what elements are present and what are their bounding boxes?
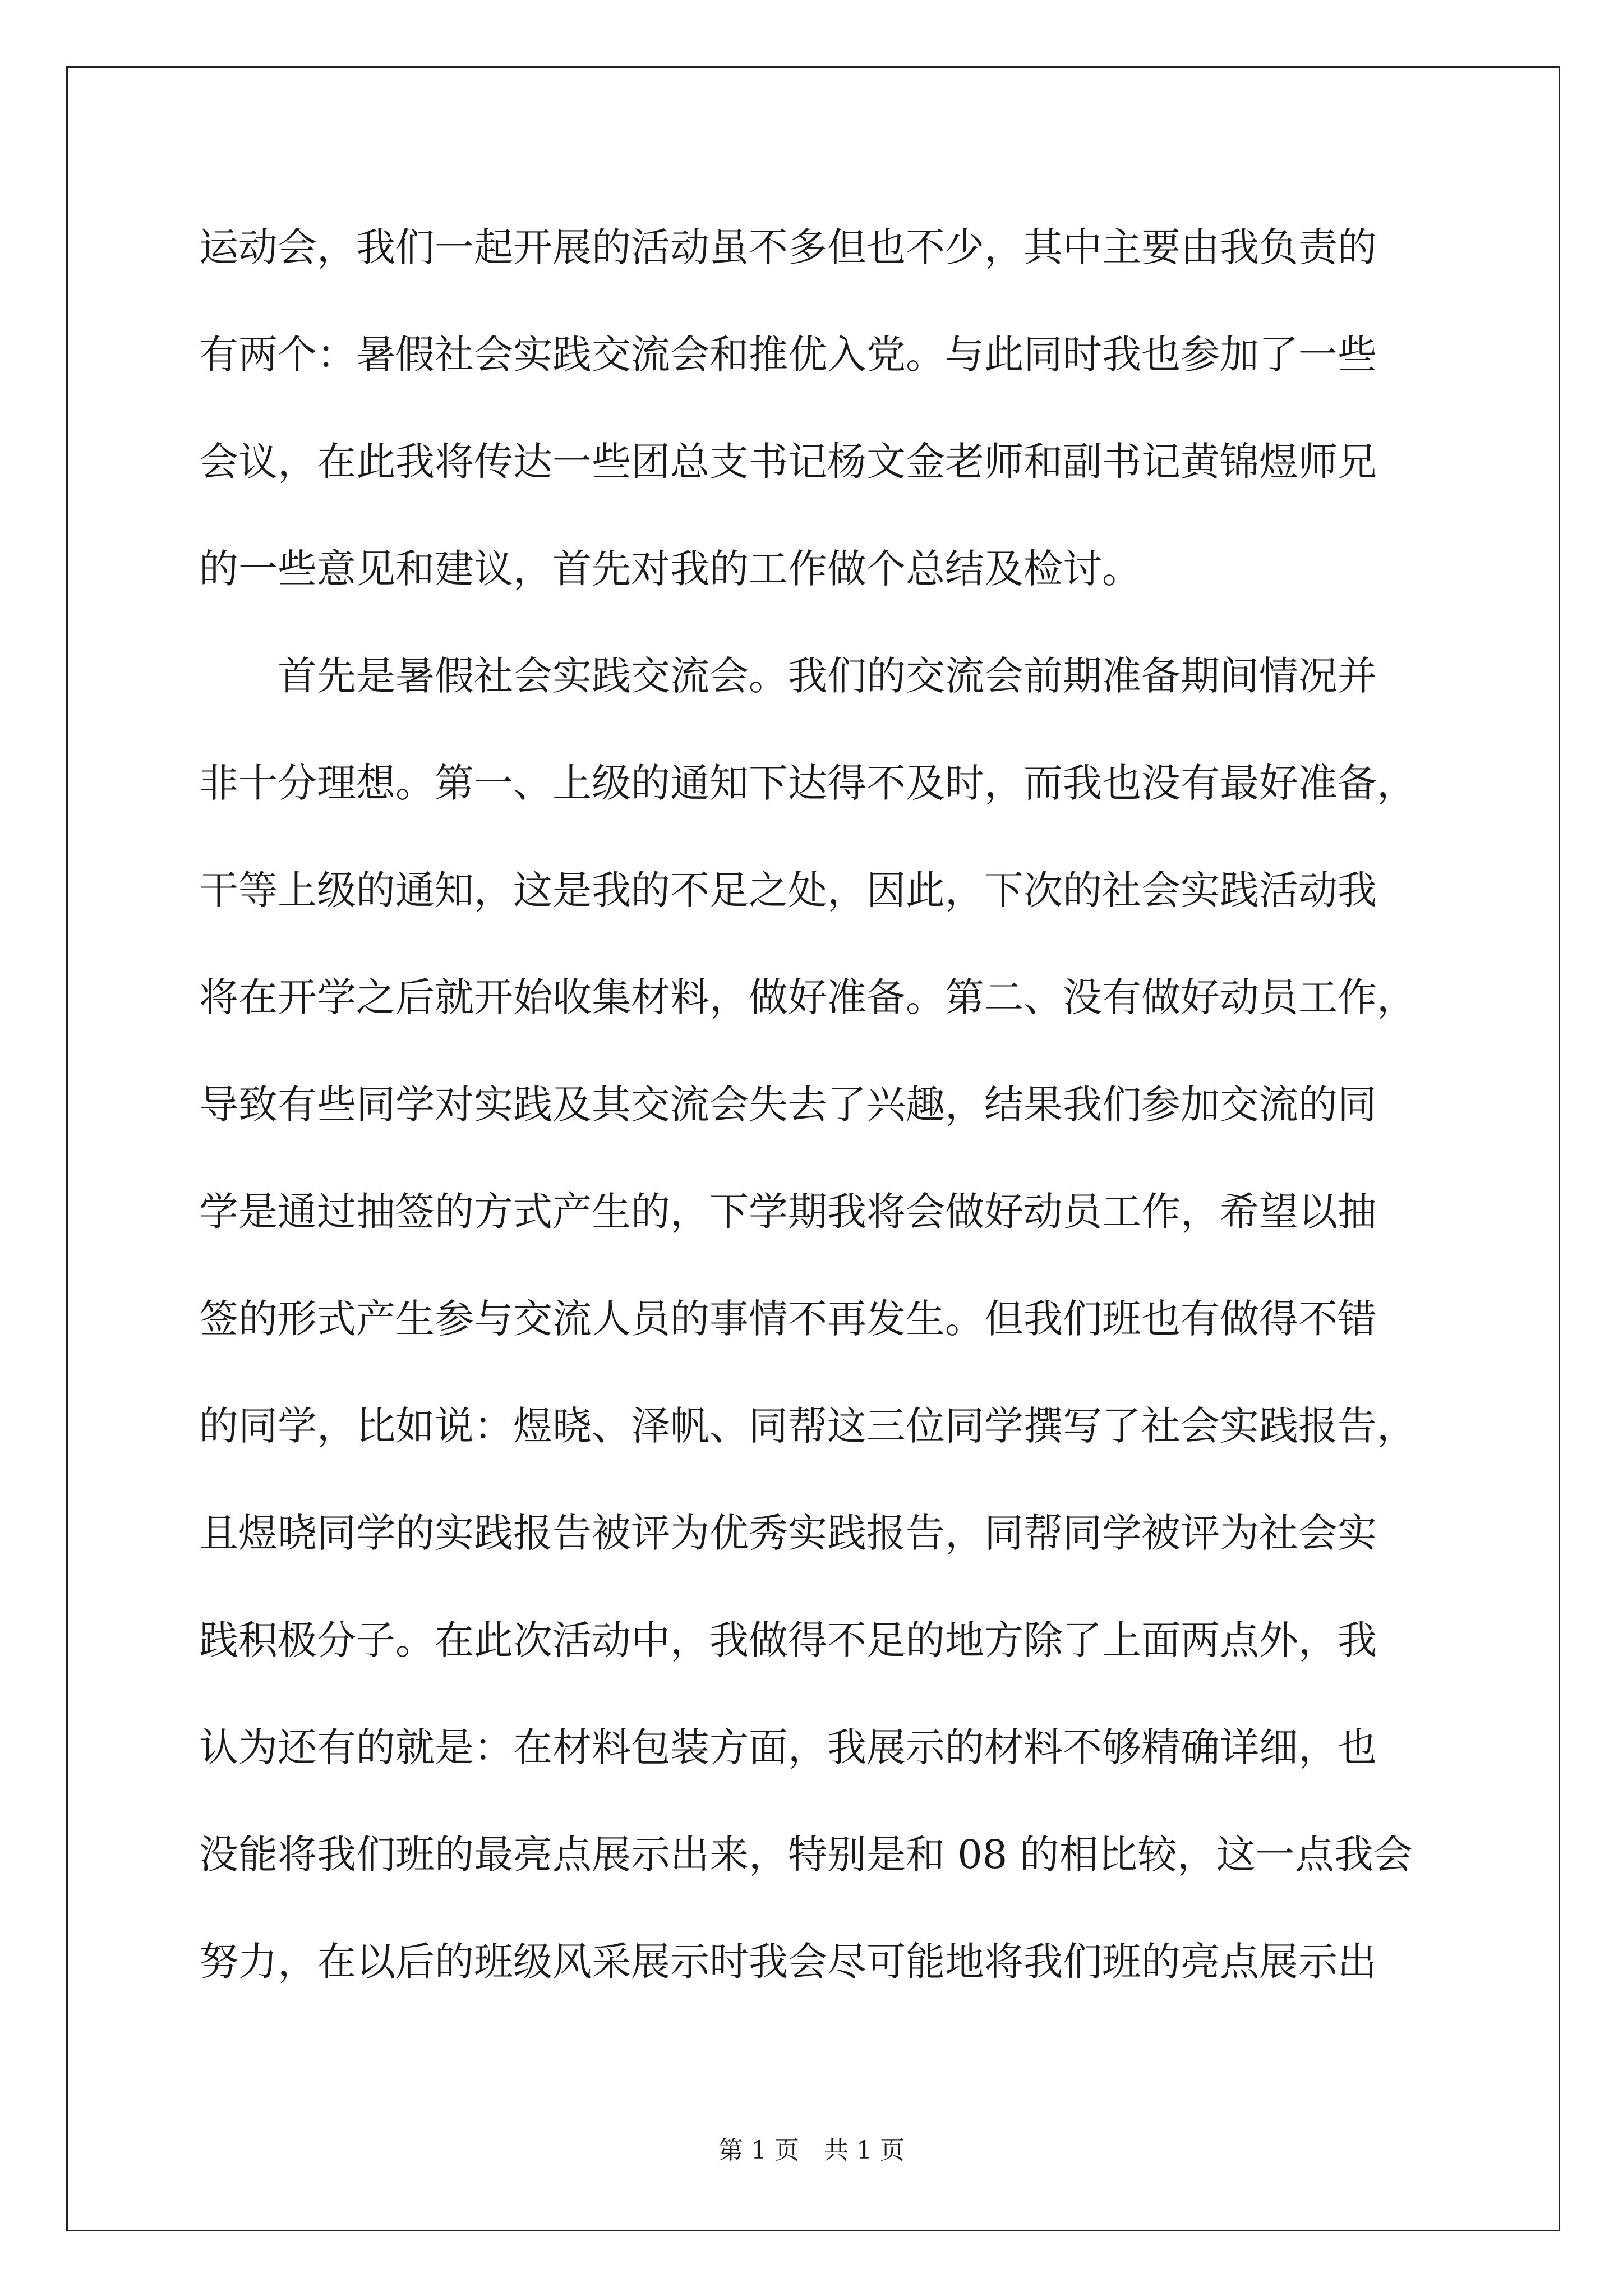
document-body	[199, 216, 1427, 2037]
text-line: 首先是暑假社会实践交流会。我们的交流会前期准备期间情况并	[199, 653, 1377, 699]
text-line: 且煜晓同学的实践报告被评为优秀实践报告，同帮同学被评为社会实	[199, 1510, 1377, 1556]
text-line: 干等上级的通知，这是我的不足之处，因此，下次的社会实践活动我	[199, 867, 1377, 913]
text-line: 运动会，我们一起开展的活动虽不多但也不少，其中主要由我负责的	[199, 224, 1377, 270]
text-line: 的一些意见和建议，首先对我的工作做个总结及检讨。	[199, 546, 1141, 592]
text-line: 会议，在此我将传达一些团总支书记杨文金老师和副书记黄锦煜师兄	[199, 439, 1377, 485]
text-line: 没能将我们班的最亮点展示出来，特别是和 08 的相比较，这一点我会	[199, 1832, 1413, 1878]
text-line: 的同学，比如说：煜晓、泽帆、同帮这三位同学撰写了社会实践报告，	[199, 1403, 1416, 1449]
text-line: 学是通过抽签的方式产生的，下学期我将会做好动员工作，希望以抽	[199, 1189, 1377, 1235]
text-line: 将在开学之后就开始收集材料，做好准备。第二、没有做好动员工作，	[199, 974, 1416, 1020]
text-line: 签的形式产生参与交流人员的事情不再发生。但我们班也有做得不错	[199, 1296, 1377, 1342]
text-line: 认为还有的就是：在材料包装方面，我展示的材料不够精确详细，也	[199, 1724, 1377, 1770]
text-line: 有两个：暑假社会实践交流会和推优入党。与此同时我也参加了一些	[199, 332, 1377, 378]
page-number-footer: 第 1 页 共 1 页	[718, 2136, 905, 2165]
text-line: 非十分理想。第一、上级的通知下达得不及时，而我也没有最好准备，	[199, 760, 1416, 806]
text-line: 践积极分子。在此次活动中，我做得不足的地方除了上面两点外，我	[199, 1617, 1377, 1663]
text-line: 导致有些同学对实践及其交流会失去了兴趣，结果我们参加交流的同	[199, 1082, 1377, 1128]
text-line: 努力，在以后的班级风采展示时我会尽可能地将我们班的亮点展示出	[199, 1939, 1377, 1985]
